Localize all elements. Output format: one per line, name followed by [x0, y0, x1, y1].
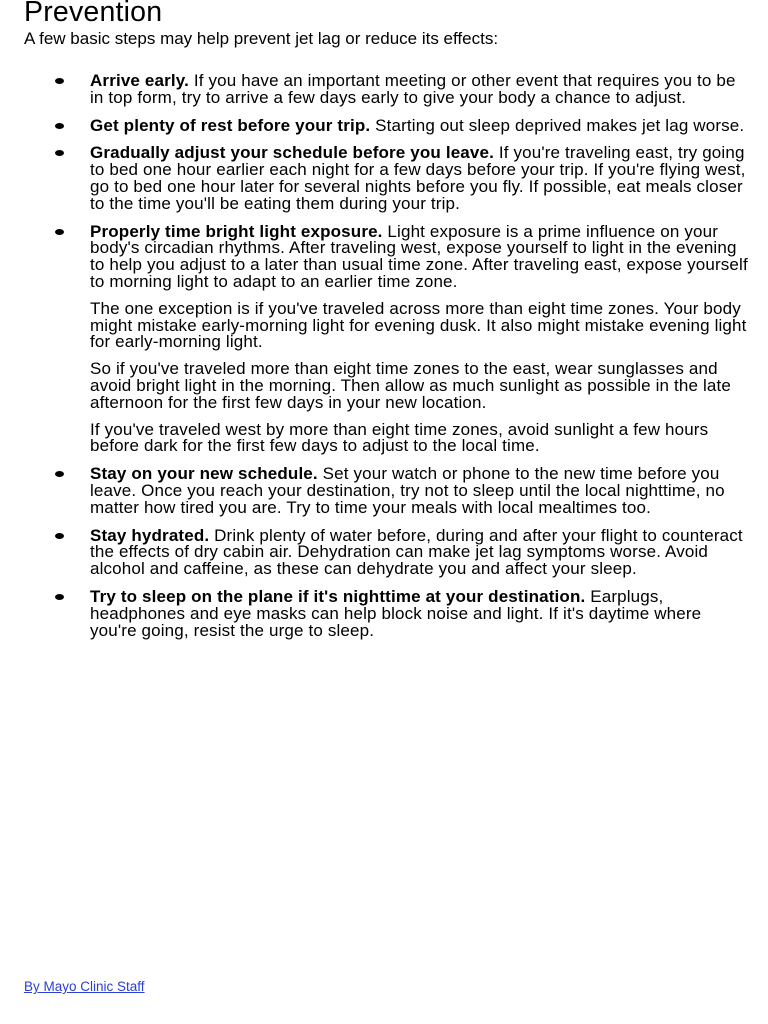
list-item	[0, 73, 750, 107]
item-extra-paragraph: If you've traveled west by more than eight time zones, avoid sunlight a few hours before dark for the first few days to adjust to the local time.	[90, 419, 709, 456]
list-item	[0, 525, 750, 579]
item-lead: Stay hydrated.	[90, 525, 210, 545]
item-text: Set your watch or phone to the new time before you leave. Once you reach your destination, try not to sleep until the local nighttime, no matter how tired you are. Try to time your meals with local mealtimes too.	[90, 464, 725, 517]
item-lead: Stay on your new schedule.	[90, 464, 318, 484]
bullet-icon	[55, 229, 64, 235]
item-paragraph	[90, 586, 750, 640]
item-paragraph	[90, 466, 750, 516]
item-paragraph	[90, 115, 750, 135]
item-paragraph	[90, 221, 750, 291]
item-text: Earplugs, headphones and eye masks can help block noise and light. If it's daytime where you're going, resist the urge to sleep.	[90, 586, 702, 640]
bullet-icon	[55, 594, 64, 600]
item-extra-paragraph: The one exception is if you've traveled across more than eight time zones. Your body might mistake early-morning light for evening dusk. It also might mistake evening light for early-morning light.	[90, 298, 747, 352]
item-lead: Try to sleep on the plane if it's nighttime at your destination.	[90, 586, 586, 606]
list-item	[0, 145, 750, 212]
prevention-list	[0, 73, 768, 650]
item-lead: Get plenty of rest before your trip.	[90, 115, 371, 135]
item-paragraph	[90, 525, 750, 579]
item-text: Drink plenty of water before, during and after your flight to counteract the effects of dry cabin air. Dehydration can make jet lag symptoms worse. Avoid alcohol and caffeine, as these can dehydrate you and affect your sleep.	[90, 525, 743, 579]
item-lead: Gradually adjust your schedule before you leave.	[90, 143, 494, 163]
item-text: If you're traveling east, try going to bed one hour earlier each night for a few days before your trip. If you're flying west, go to bed one hour later for several nights before you fly. If possible, eat meals closer to the time you'll be eating them during your trip.	[90, 143, 746, 213]
item-text: Light exposure is a prime influence on your body's circadian rhythms. After traveling west, expose yourself to light in the evening to help you adjust to a later than usual time zone. After traveling east, expose yourself to morning light to adapt to an earlier time zone.	[90, 221, 748, 291]
item-text: Starting out sleep deprived makes jet lag worse.	[370, 115, 745, 135]
item-paragraph	[90, 73, 750, 107]
item-text: If you have an important meeting or other event that requires you to be in top form, try to arrive a few days early to give your body a chance to adjust.	[90, 71, 736, 107]
list-item	[0, 586, 750, 640]
item-extra-paragraph: So if you've traveled more than eight time zones to the east, wear sunglasses and avoid bright light in the morning. Then allow as much sunlight as possible in the late afternoon for the first few days in your new location.	[90, 359, 732, 412]
bullet-icon	[55, 533, 64, 539]
page-title: Prevention	[24, 0, 163, 28]
item-paragraph	[90, 145, 750, 212]
list-item	[0, 115, 750, 135]
intro-text: A few basic steps may help prevent jet lag or reduce its effects:	[24, 29, 499, 48]
bullet-icon	[55, 471, 64, 477]
item-lead: Properly time bright light exposure.	[90, 221, 383, 241]
bullet-icon	[55, 150, 64, 156]
item-lead: Arrive early.	[90, 71, 189, 90]
list-item	[0, 466, 750, 516]
list-item	[0, 221, 750, 456]
bullet-icon	[55, 123, 64, 129]
author-link[interactable]: By Mayo Clinic Staff	[24, 979, 145, 994]
bullet-icon	[55, 78, 64, 84]
